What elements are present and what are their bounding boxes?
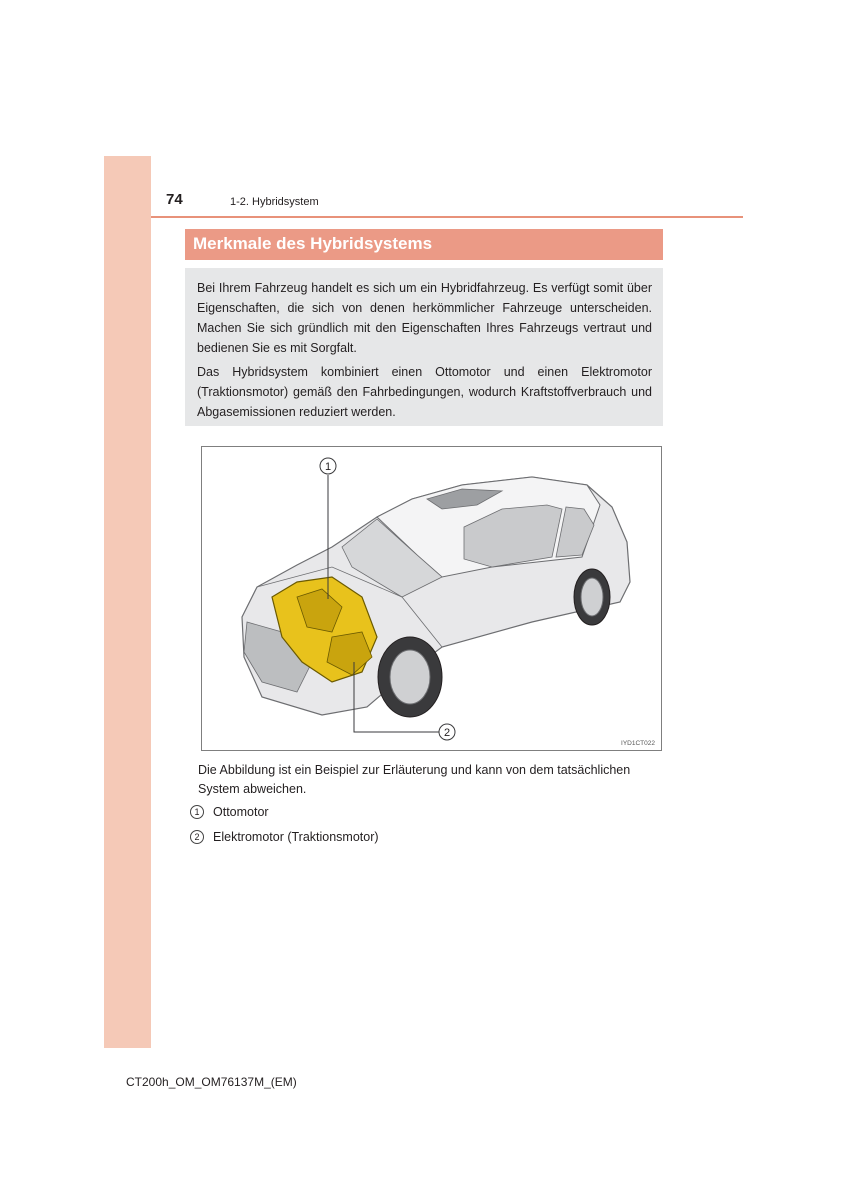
chapter-title: 1-2. Hybridsystem: [230, 196, 319, 208]
page-number: 74: [166, 191, 183, 208]
callout-2-label: 2: [443, 727, 451, 739]
hybrid-system-illustration: [201, 446, 662, 751]
section-heading-bar: [185, 229, 663, 260]
car-drawing: [202, 447, 661, 750]
side-tab-strip: [104, 156, 151, 1048]
rear-wheel-rim: [581, 578, 603, 616]
header-rule: [151, 216, 743, 218]
legend-item-1: [190, 805, 269, 819]
front-wheel-rim: [390, 650, 430, 704]
legend-item-2: [190, 830, 379, 844]
section-title: Merkmale des Hybridsystems: [193, 234, 433, 253]
document-footer: CT200h_OM_OM76137M_(EM): [126, 1075, 297, 1089]
figure-caption: Die Abbildung ist ein Beispiel zur Erläuterung und kann von dem tatsächlichen System abweichen.: [198, 763, 631, 796]
intro-paragraph-2: Das Hybridsystem kombiniert einen Ottomotor und einen Elektromotor (Traktionsmotor) gemäß den Fahrbedingungen, wodurch Kraftstoffverbrauch und Abgasemissionen reduziert werden.: [197, 365, 652, 419]
legend-number-2: 2: [190, 830, 204, 844]
figure-id: IYD1CT022: [621, 740, 655, 747]
callout-1-label: 1: [324, 461, 332, 473]
intro-box: [185, 268, 663, 426]
intro-paragraph-1: Bei Ihrem Fahrzeug handelt es sich um ein Hybridfahrzeug. Es verfügt somit über Eigenschaften, die sich von denen herkömmlicher Fahrzeuge unterscheiden. Machen Sie sich gründlich mit den Eigenschaften Ihres Fahrzeugs vertraut und bedienen Sie es mit Sorgfalt.: [197, 281, 652, 355]
intro-text: [197, 278, 652, 426]
legend-label-1: Ottomotor: [213, 805, 269, 819]
legend-number-1: 1: [190, 805, 204, 819]
legend-label-2: Elektromotor (Traktionsmotor): [213, 830, 379, 844]
